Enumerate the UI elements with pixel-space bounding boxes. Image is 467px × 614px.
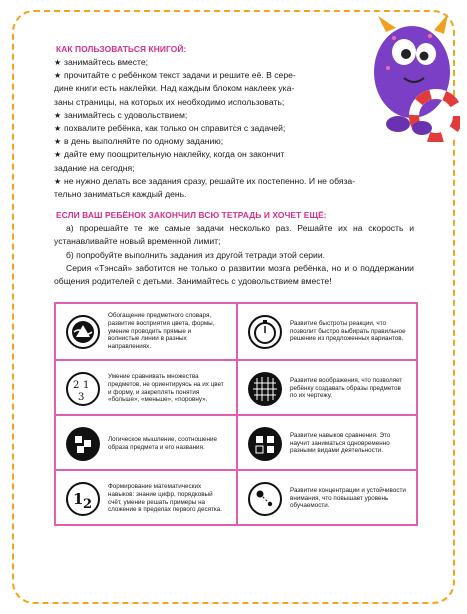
svg-text:2: 2 xyxy=(73,379,80,391)
skill-text: Логическое мышление, соотношение образа предмета и его названия. xyxy=(108,435,218,451)
digits-12-icon xyxy=(66,482,100,516)
how-to-use-heading: КАК ПОЛЬЗОВАТЬСЯ КНИГОЙ: xyxy=(56,44,187,54)
list-item: задание на сегодня; xyxy=(54,162,135,173)
skill-cell xyxy=(56,471,236,526)
skill-cell xyxy=(56,361,236,416)
puzzle-icon xyxy=(66,427,100,461)
list-item: ★ прочитайте с ребёнком текст задачи и решите её. В сере- xyxy=(54,69,356,82)
numbers-123-icon xyxy=(66,372,100,406)
skill-cell xyxy=(238,471,418,526)
list-item: тельно заниматься каждый день. xyxy=(54,189,187,200)
paragraph: Серия «Тэнсай» заботится не только о развитии мозга ребёнка, но и о поддержании общения родителей с детьми. Занимайтесь с удовольствием вместе! xyxy=(54,262,414,287)
svg-text:1: 1 xyxy=(83,379,90,391)
skills-table xyxy=(54,302,418,526)
star-icon: ★ xyxy=(54,71,62,81)
skill-text: Развитие концентрации и устойчивости внимания, что повышает уровень обучаемости. xyxy=(290,486,406,510)
tips-list xyxy=(54,56,414,201)
list-item: ★ похвалите ребёнка, как только он справится с задачей; xyxy=(54,122,356,135)
skill-cell xyxy=(238,361,418,416)
skill-cell xyxy=(56,416,236,471)
skill-text: Развитие быстроты реакции, что позволит быстро выбирать правильное решение из предложенных вариантов. xyxy=(290,319,406,343)
instructions xyxy=(54,44,414,288)
skill-text: Развитие навыков сравнения. Это научит заниматься одновременно разными видами деятельности. xyxy=(290,431,391,455)
skill-text: Обогащение предметного словаря, развитие восприятия цвета, формы, умение проводить прямые и волнистые линии в разных направлениях. xyxy=(108,312,215,351)
shapes-icon xyxy=(66,315,100,349)
grid-sphere-icon xyxy=(248,372,282,406)
list-item: дине книги есть наклейки. Над каждым блоком наклеек ука- xyxy=(54,83,295,94)
star-icon: ★ xyxy=(54,176,62,186)
star-icon: ★ xyxy=(54,124,62,134)
star-icon: ★ xyxy=(54,110,62,120)
svg-text:1: 1 xyxy=(73,489,84,508)
skill-cell xyxy=(238,304,418,359)
if-finished-heading: ЕСЛИ ВАШ РЕБЁНОК ЗАКОНЧИЛ ВСЮ ТЕТРАДЬ И ХОЧЕТ ЕЩЁ: xyxy=(56,210,327,221)
star-icon: ★ xyxy=(54,137,62,147)
star-icon: ★ xyxy=(54,150,62,160)
dots-path-icon xyxy=(248,482,282,516)
svg-text:3: 3 xyxy=(78,391,85,402)
paragraph: а) прорешайте те же самые задачи несколько раз. Решайте их на скорость и устанавливайте новый временной лимит; xyxy=(54,223,414,247)
list-item: ★ в день выполняйте по одному заданию; xyxy=(54,135,356,148)
list-item: заны страницы, на которых их необходимо использовать; xyxy=(54,96,285,107)
list-item: ★ занимайтесь с удовольствием; xyxy=(54,109,356,122)
stopwatch-icon xyxy=(248,315,282,349)
compare-squares-icon xyxy=(248,427,282,461)
list-item: ★ занимайтесь вместе; xyxy=(54,56,356,69)
skill-text: Умение сравнивать множества предметов, не ориентируясь на их цвет и форму, и закреплять понятия «больше», «меньше», «поровну». xyxy=(108,372,224,404)
skill-text: Формирование математических навыков: знание цифр, порядковый счёт, умение решать примеры на сложение в пределах первого десятка. xyxy=(108,482,223,514)
skill-cell xyxy=(238,416,418,471)
skill-text: Развитие воображения, что позволяет ребёнку создавать образы предметов по их чертежу. xyxy=(290,376,403,400)
skill-cell xyxy=(56,304,236,359)
list-item: ★ не нужно делать все задания сразу, решайте их постепенно. И не обяза- xyxy=(54,175,414,188)
star-icon: ★ xyxy=(54,58,62,67)
list-item: ★ дайте ему поощрительную наклейку, когда он закончит xyxy=(54,148,356,161)
paragraph: б) попробуйте выполнить задания из другой тетради этой серии. xyxy=(66,249,326,260)
svg-text:2: 2 xyxy=(83,496,93,512)
